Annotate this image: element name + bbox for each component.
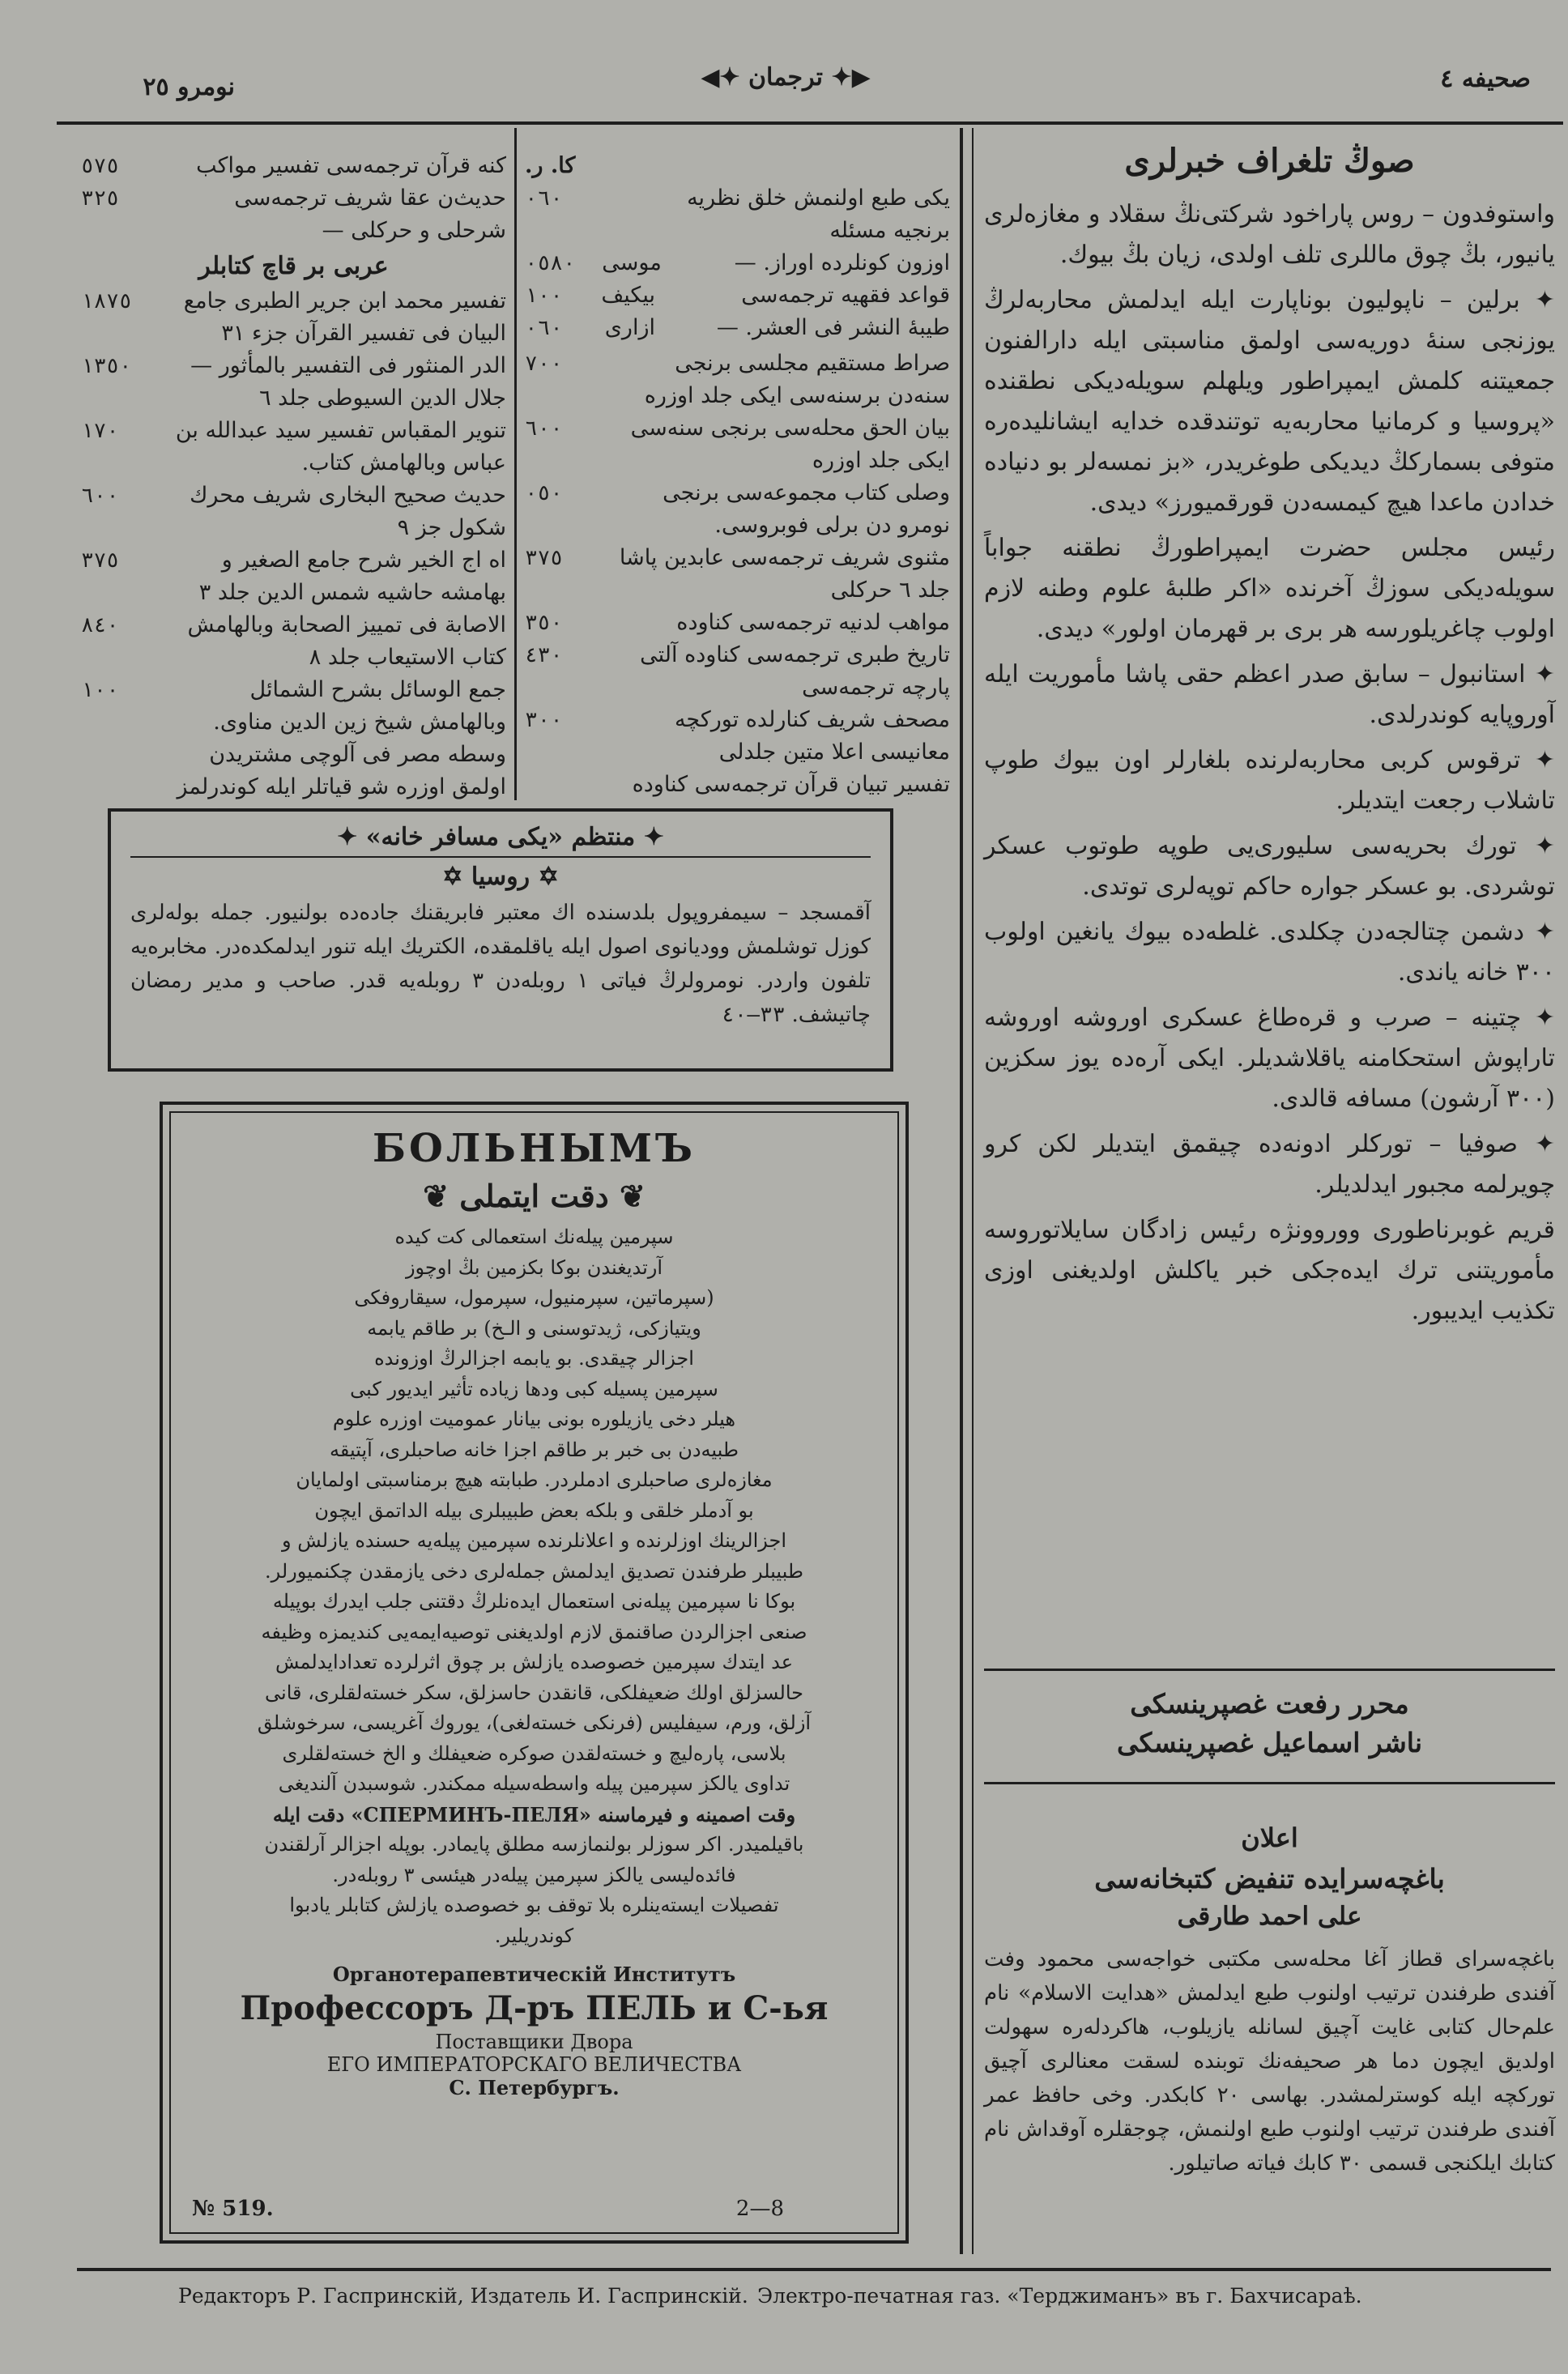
book-row: جمع الوسائل بشرح الشمائل وبالهامش شیخ زین الدین مناوی. ١٠٠ bbox=[81, 677, 506, 735]
header-rule bbox=[57, 121, 1563, 125]
hotel-body bbox=[130, 896, 871, 1032]
ad-line: فائده‌لیسی یالکز سپرمین پیله‌در هیئسی ٣ روبله‌در. bbox=[332, 1863, 736, 1886]
news-item: ✦ برلین – ناپولیون بوناپارت ایله ایدلمش محاربه‌لرڭ یوزنجی سنهٔ دوریه‌سی اولمق مناسبتی ایله دارالفنون جمعیتنه کلمش ایمپراطور ویلهلم سویله‌دیکی نطقنده «پروسیا و کرمانیا محاربه‌یه توتندقده خدایه ایشانلیده‌رە متوفی بسمارکڭ دیدیکی طوغریدر، «بز نمسه‌لر بو دنیاده خدادن ماعدا هیچ کیمسه‌دن قورقمیورز» دیدی. bbox=[984, 286, 1555, 517]
book-row: مواهب لدنیه ترجمه‌سی کناوده ٣٥٠ bbox=[525, 610, 950, 635]
telegraph-title: صوڭ تلغراف خبرلری bbox=[1124, 142, 1415, 180]
book-row: تنویر المقباس تفسیر سید عبدالله بن عباس وبالهامش کتاب. ١٧٠ bbox=[81, 418, 506, 475]
book-row: کنه قرآن ترجمه‌سی تفسیر مواکب ٥٧٥ bbox=[81, 153, 506, 178]
book-row: اه اج الخیر شرح جامع الصغیر و بهامشه حاشیه شمس الدین جلد ٣ ٣٧٥ bbox=[81, 548, 506, 605]
ad-line: ویتیازکی، ژیدتوسنی و الـخ) بر طاقم یابمه bbox=[367, 1316, 701, 1340]
ad-line: کوندریلیر. bbox=[494, 1924, 574, 1947]
book-row: مصحف شریف کنارلده تورکچه معانیسی اعلا متین جلدلی ٣٠٠ bbox=[525, 707, 950, 765]
ad-line: اجزالر چیقدی. بو یابمه اجزالرڭ اوزونده bbox=[374, 1347, 694, 1370]
news-item: قریم غوبرناطوری ووروونژه رئیس زادگان سایلاتوروسه مأموریتنی ترك ایده‌جکی خبر یاکلش اولدیغنی اوزی تکذیب ایدیبور. bbox=[984, 1216, 1555, 1325]
news-item: ✦ چتینه – صرب و قره‌طاغ عسکری اوروشه اوروشه تاراپوش استحکامنه یاقلاشدیلر. ایکی آره‌ده یوز سکزین (٣٠٠ آرشون) مسافه قالدی. bbox=[984, 1004, 1555, 1113]
ad-line: بو آدملر خلقی و بلکه بعض طبیبلری بیله الداتمق ایچون bbox=[314, 1498, 754, 1522]
ad-attention bbox=[192, 1178, 876, 1214]
ad-line: تفصیلات ایسته‌ینلره بلا توقف بو خصوصده یازلش کتابلر یادبوا bbox=[289, 1894, 779, 1916]
book-row: وصلی کتاب مجموعه‌سی برنجی نومرو دن برلی فوبروسی. ٠٥٠ bbox=[525, 480, 950, 538]
column-divider-right-thin bbox=[972, 128, 974, 2254]
attention-text: دقت ایتملی bbox=[459, 1178, 609, 1214]
hotel-title: ✦ منتظم «یکی مسافر خانه» ✦ bbox=[130, 823, 871, 858]
footer-editors: Редакторъ Р. Гаспринскій, Издатель И. Гаспринскій. bbox=[178, 2284, 748, 2308]
ad-number: № 519. bbox=[192, 2197, 274, 2221]
book-list-left bbox=[81, 150, 506, 798]
ad-line: هیلر دخی یازیلوره بونی بیانار عمومیت اوزره علوم bbox=[332, 1408, 736, 1430]
ad-line: سپرمین پیله‌نك استعمالی کت کیده bbox=[394, 1225, 674, 1248]
book-row: اوزون کونلرده اوراز. — موسی ٠٥٨٠ bbox=[525, 250, 950, 275]
ad-line: صنعی اجزالردن صاقنمق لازم اولدیغنی توصیه‌ایمه‌یی کندیمزه وظیفه bbox=[261, 1620, 807, 1643]
notice-title: باغچه‌سرایده تنفیض کتبخانه‌سی bbox=[1094, 1863, 1445, 1895]
book-row: الاصابة فی تمییز الصحابة وبالهامش کتاب الاستیعاب جلد ٨ ٨٤٠ bbox=[81, 612, 506, 670]
column-divider-right bbox=[960, 128, 963, 2254]
hotel-phone: ٣٣–٤٠ bbox=[722, 1003, 786, 1027]
ad-line: آزلق، ورم، سیفلیس (فرنکی خسته‌لغی)، یوروك آغریسی، سرخوشلق bbox=[257, 1711, 812, 1734]
medical-advertisement bbox=[160, 1102, 909, 2244]
book-row: صراط مستقیم مجلسی برنجی سنه‌دن برسنه‌سی ایکی جلد اوزره ٧٠٠ bbox=[525, 351, 950, 408]
editors-rule-top bbox=[984, 1669, 1555, 1671]
news-item: ✦ تورك بحریه‌سی سلیوری‌یی طوپه طوتوب عسکر توشردی. بو عسکر جواره حاکم توپه‌لری توتدی. bbox=[984, 832, 1555, 901]
book-row: قواعد فقهیه ترجمه‌سی بیکیف ١٠٠ bbox=[525, 283, 950, 308]
ad-line: حالسزلق اولك ضعیفلکی، قانقدن حاسزلق، سکر خسته‌لقلری، قانی bbox=[265, 1681, 803, 1704]
company-name: Профессоръ Д-ръ ПЕЛЬ и С-ья bbox=[240, 1989, 829, 2027]
ad-line: بوکا نا سپرمین پیله‌نی استعمال ایده‌نلرڭ دقتنی جلب ایدرك بوپیله bbox=[272, 1590, 796, 1613]
ad-line: تداوی یالکز سپرمین پیله واسطه‌سیله ممکندر. شوسبدن آلندیغی bbox=[278, 1772, 790, 1795]
institute-name: Органотерапевтическій Институтъ bbox=[332, 1963, 736, 1986]
book-row: تاریخ طبری ترجمه‌سی کناوده آلتی پارچه ترجمه‌سی ٤٣٠ bbox=[525, 642, 950, 700]
book-row: تفسیر محمد ابن جریر الطبری جامع البیان فی تفسیر القرآن جزء ٣١ ١٨٧٥ bbox=[81, 288, 506, 346]
currency-header: کا. ر. bbox=[525, 153, 576, 178]
masthead-name: ترجمان bbox=[748, 63, 823, 92]
news-item: واستوفدون – روس پاراخود شرکتی‌نڭ سقلاد و مغازه‌لری یانیور، بڭ چوق ماللری تلف اولدی، زیان بڭ بیوك. bbox=[984, 200, 1555, 269]
footer-rule bbox=[77, 2268, 1551, 2271]
book-row: مثنوی شریف ترجمه‌سی عابدین پاشا جلد ٦ حرکلی ٣٧٥ bbox=[525, 545, 950, 603]
arabic-books-heading: عربی بر قاچ کتابلر bbox=[198, 252, 389, 280]
news-item: ✦ استانبول – سابق صدر اعظم حقی پاشا مأموریت ایله آوروپایه کوندرلدی. bbox=[984, 660, 1555, 729]
news-item: ✦ دشمن چتالجه‌دن چکلدی. غلطه‌ده بیوك یانغین اولوب ٣٠٠ خانه یاندی. bbox=[984, 918, 1555, 987]
ad-line: عد ایتدك سپرمین خصوصده یازلش بر چوق اثرلرده تعدادایدلمش bbox=[275, 1651, 794, 1673]
notice-subtitle: علی احمد طارقی bbox=[1177, 1902, 1362, 1931]
supplier-line: Поставщики Двора bbox=[435, 2031, 633, 2053]
ad-line: آرتدیغندن بوکا بکزمین بڭ اوچوز bbox=[405, 1255, 663, 1279]
editors-rule-bottom bbox=[984, 1782, 1555, 1784]
hotel-advertisement bbox=[108, 808, 893, 1072]
column-divider-books bbox=[514, 128, 517, 800]
book-row: بیان الحق محله‌سی برنجی سنه‌سی ایکی جلد اوزره ٦٠٠ bbox=[525, 416, 950, 473]
notice-body bbox=[984, 1942, 1555, 2250]
notice-text: باغچه‌سرای قطاز آغا محله‌سی مکتبی خواجه‌سی محمود وفت آفندی طرفندن ترتیب اولنوب طبع ایدلمش «هدایت الاسلام» نام علم‌حال کتابی غایت آچیق لسانله یازیلوب، هاکردله‌ره سهولت اولدیق ایچون دما هر صحیفه‌نك توبنده لسقت معنالری آچیق تورکچه ایله کوسترلمشدر. بهاسی ۲۰ کابکدر. وخی حافظ عمر آفندی طرفندن ترتیب اولنوب طبع اولنمش، چوجقلره آوقداش نام کتابك ایلکنجی قسمی ۳۰ کابك فیاته صاتیلور. bbox=[984, 1947, 1556, 2176]
book-row: تفسیر تبیان قرآن ترجمه‌سی کناوده bbox=[632, 772, 950, 797]
ad-line: بلاسی، پاره‌لیچ و خسته‌لقدن صوکره ضعیفلك و الخ خسته‌لقلری bbox=[282, 1741, 786, 1765]
flourish-left-icon: ❦ bbox=[423, 1178, 450, 1214]
book-row: وسطه مصر فی آلوچی مشتریدن اولمق اوزره شو قیاتلر ایله کوندرلمز bbox=[177, 742, 506, 799]
book-row: حدیث صحیح البخاری شریف محرك شکول جز ٩ ٦٠٠ bbox=[81, 483, 506, 540]
footer-press: Электро-печатная газ. «Терджиманъ» въ г. Бахчисараѣ. bbox=[757, 2284, 1362, 2308]
ad-line: مغازه‌لری صاحبلری ادملردر. طبابته هیچ برمناسبتی اولمایان bbox=[296, 1468, 773, 1491]
ornament-right-icon: ✦▶ bbox=[831, 63, 871, 92]
ad-line: (سپرماتین، سپرمنیول، سپرمول، سیقاروفکی bbox=[354, 1286, 714, 1309]
book-list-middle bbox=[525, 150, 950, 798]
issue-number: نومرو ٢٥ bbox=[143, 73, 235, 101]
hotel-subtitle: ✡ روسیا ✡ bbox=[442, 863, 559, 891]
publisher-line: ناشر اسماعیل غصپرینسکی bbox=[1116, 1727, 1423, 1758]
flourish-right-icon: ❦ bbox=[619, 1178, 646, 1214]
editors-block bbox=[984, 1685, 1555, 1762]
ad-line: طبیبلر طرفندن تصدیق ایدلمش جمله‌لری دخی یازمقدن چکنمیورلر. bbox=[264, 1559, 804, 1583]
book-row: الدر المنثور فی التفسیر بالمأثور — جلال الدین السیوطی جلد ٦ ١٣٥٠ bbox=[81, 353, 506, 411]
news-item: ✦ ترقوس کربی محاربه‌لرنده بلغارلر اون بیوك طوپ تاشلاب رجعت ایتدیلر. bbox=[984, 746, 1555, 815]
editor-line: محرر رفعت غصپرینسکی bbox=[1130, 1688, 1409, 1720]
ad-text bbox=[192, 1222, 876, 1951]
ad-run: 2—8 bbox=[735, 2197, 784, 2221]
ad-line: باقیلمیدر. اکر سوزلر بولنمازسه مطلق پایمادر. بوپله اجزالر آرلقندن bbox=[264, 1833, 804, 1856]
hotel-text: آقمسجد – سیمفروپول بلدسنده اك معتبر فابریقنك جاده‌ده بولنیور. جمله بوله‌لری کوزل توشلمش وودیانوی اصول ایله یاقلمقده، الکتریك ایله تنور ایدلمکده‌در. مخابره‌یه تلفون واردر. نومرولرڭ فیاتی ١ روبله‌دن ٣ روبله‌یه قدر. صاحب و مدیر رمضان چاتیشف. bbox=[130, 901, 871, 1027]
news-item: رئیس مجلس حضرت ایمپراطورڭ نطقنه جواباً سویله‌دیکی سوزڭ آخرنده «اکر طلبهٔ علوم وطنه لازم اولوب چاغریلورسه هر بری بر قهرمان اولور» دیدی. bbox=[984, 534, 1555, 643]
ad-line: سپرمین پسیله کبی ودها زیاده تأثیر ایدیور کبی bbox=[350, 1377, 718, 1400]
majesty-line: ЕГО ИМПЕРАТОРСКАГО ВЕЛИЧЕСТВА bbox=[326, 2053, 742, 2076]
page-number: صحیفه ٤ bbox=[1440, 65, 1531, 93]
news-item: ✦ صوفیا – تورکلر ادونه‌ده چیقمق ایتدیلر لکن کرو چویرلمه مجبور ایدلدیلر. bbox=[984, 1130, 1555, 1199]
ad-headline: БОЛЬНЫМЪ bbox=[373, 1126, 696, 1171]
ad-line: اجزالرینك اوزلرنده و اعلانلرنده سپرمین پیله‌یه حسنده یازلش و bbox=[281, 1529, 786, 1552]
notice-label: اعلان bbox=[1241, 1822, 1298, 1853]
city-line: С. Петербургъ. bbox=[449, 2076, 620, 2099]
ad-line: طبیه‌دن بی خبر بر طاقم اجزا خانه صاحبلری، آپتیقه bbox=[329, 1438, 739, 1461]
newspaper-title bbox=[664, 63, 907, 92]
telegraph-news-column bbox=[984, 142, 1555, 1656]
ornament-left-icon: ◀✦ bbox=[701, 63, 740, 92]
ad-line: وقت اصمینه و فیرماسنه «СПЕРМИНЪ-ПЕЛЯ» دقت ایله bbox=[272, 1802, 796, 1826]
book-row: طیبهٔ النشر فی العشر. — ازاری ٠٦٠ bbox=[525, 315, 950, 340]
book-row: یکی طبع اولنمش خلق نظریه برنجیه مسئله ٠٦٠ bbox=[525, 185, 950, 243]
book-row: حدیث‌ن عقا شریف ترجمه‌سی شرحلی و حرکلی — ٣٢٥ bbox=[81, 185, 506, 243]
